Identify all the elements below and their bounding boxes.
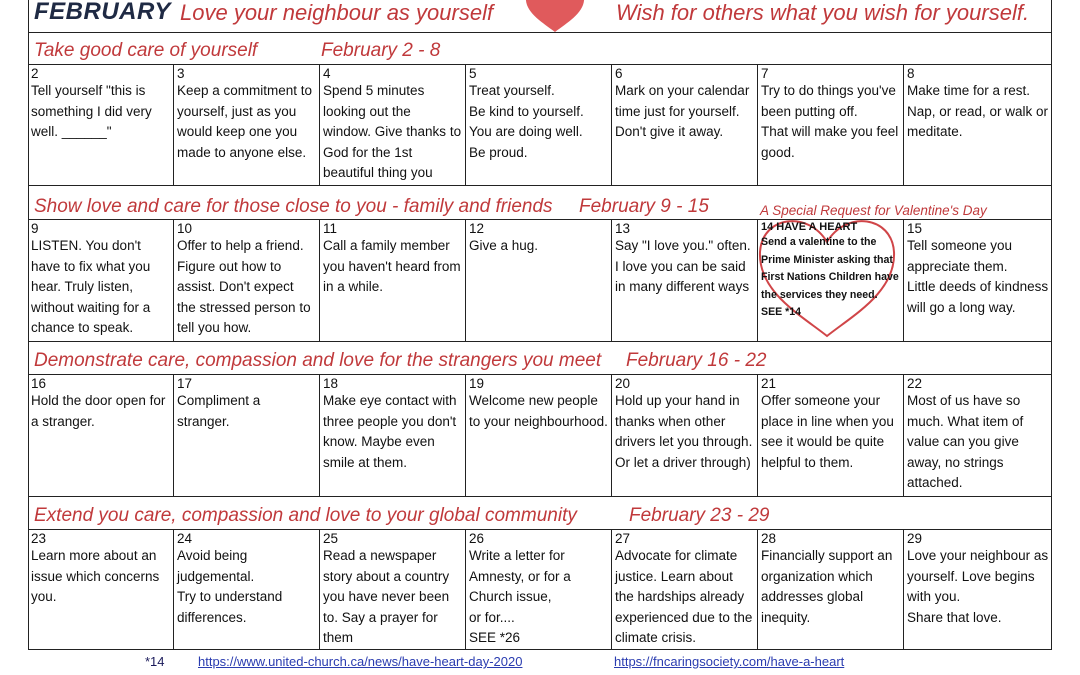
day-text: Spend 5 minutes looking out the window. Give thanks to God for the 1st beautiful thing you bbox=[323, 83, 462, 180]
day-cell-11 bbox=[320, 220, 466, 341]
week-4-title: Extend you care, compassion and love to your global community bbox=[34, 505, 577, 526]
day-number: 16 bbox=[31, 376, 47, 391]
day-number: 9 bbox=[31, 221, 39, 236]
day-text: Tell someone you appreciate them. Little deeds of kindness will go a long way. bbox=[907, 238, 1049, 315]
day-cell-7 bbox=[758, 65, 904, 185]
day-text: Love your neighbour as yourself. Love begins with you. Share that love. bbox=[907, 548, 1049, 625]
day-cell-27 bbox=[612, 530, 758, 649]
week-3-header bbox=[28, 342, 1052, 375]
day-number: 11 bbox=[323, 221, 338, 236]
week-2-row bbox=[28, 220, 1052, 342]
day-cell-20 bbox=[612, 375, 758, 496]
united-church-link[interactable]: https://www.united-church.ca/news/have-heart-day-2020 bbox=[198, 654, 523, 669]
week-3-row bbox=[28, 375, 1052, 497]
day-number: 3 bbox=[177, 66, 185, 81]
month-title: FEBRUARY bbox=[34, 0, 171, 25]
week-1-dates: February 2 - 8 bbox=[321, 40, 441, 61]
day-number: 27 bbox=[615, 531, 631, 546]
day-cell-10 bbox=[174, 220, 320, 341]
day-text: Tell yourself "this is something I did very well. ______" bbox=[31, 83, 152, 139]
day-text: Hold the door open for a stranger. bbox=[31, 393, 166, 429]
motto-right: Wish for others what you wish for yourself. bbox=[616, 0, 1030, 25]
day-cell-29 bbox=[904, 530, 1052, 649]
day-number: 25 bbox=[323, 531, 339, 546]
day-cell-25 bbox=[320, 530, 466, 649]
day-text: Give a hug. bbox=[469, 238, 539, 253]
day-cell-8 bbox=[904, 65, 1052, 185]
day-cell-19 bbox=[466, 375, 612, 496]
day-number: 13 bbox=[615, 221, 631, 236]
day-number: 18 bbox=[323, 376, 339, 391]
day-cell-16 bbox=[28, 375, 174, 496]
day-number: 14 HAVE A HEART bbox=[761, 221, 858, 233]
day-text: Avoid being judgemental. Try to understand differences. bbox=[177, 548, 283, 625]
day-text: Keep a commitment to yourself, just as you would keep one you made to anyone else. bbox=[177, 83, 313, 160]
week-1-row bbox=[28, 65, 1052, 186]
week-4-row bbox=[28, 530, 1052, 650]
footnote-marker: *14 bbox=[145, 654, 165, 669]
day-text: Make time for a rest. Nap, or read, or walk or meditate. bbox=[907, 83, 1049, 139]
day-text: Make eye contact with three people you don't know. Maybe even smile at them. bbox=[323, 393, 457, 470]
fncaringsociety-link[interactable]: https://fncaringsociety.com/have-a-heart bbox=[614, 654, 845, 669]
day-text: Try to do things you've been putting off. That will make you feel good. bbox=[761, 83, 899, 160]
calendar-header bbox=[28, 0, 1052, 33]
day-text: Treat yourself. Be kind to yourself. You are doing well. Be proud. bbox=[469, 83, 584, 160]
week-3-title: Demonstrate care, compassion and love for the strangers you meet bbox=[34, 350, 602, 371]
day-number: 26 bbox=[469, 531, 485, 546]
day-text: Offer to help a friend. Figure out how to assist. Don't expect the stressed person to tell you how. bbox=[177, 238, 311, 335]
week-1-title: Take good care of yourself bbox=[34, 40, 258, 61]
day-cell-13 bbox=[612, 220, 758, 341]
day-text: LISTEN. You don't have to fix what you hear. Truly listen, without waiting for a chance to speak. bbox=[31, 238, 151, 335]
week-1-header bbox=[28, 33, 1052, 65]
day-number: 8 bbox=[907, 66, 915, 81]
day-cell-12 bbox=[466, 220, 612, 341]
day-number: 10 bbox=[177, 221, 193, 236]
day-text: Most of us have so much. What item of value can you give away, no strings attached. bbox=[907, 393, 1024, 490]
day-number: 17 bbox=[177, 376, 193, 391]
day-cell-18 bbox=[320, 375, 466, 496]
day-text: Advocate for climate justice. Learn about the hardships already experienced due to the climate crisis. bbox=[615, 548, 753, 645]
day-text: Mark on your calendar time just for yourself. Don't give it away. bbox=[615, 83, 750, 139]
day-cell-17 bbox=[174, 375, 320, 496]
day-cell-5 bbox=[466, 65, 612, 185]
day-number: 15 bbox=[907, 221, 923, 236]
day-text: Offer someone your place in line when you see it would be quite helpful to them. bbox=[761, 393, 894, 470]
footer-references bbox=[0, 650, 1080, 675]
week-2-dates: February 9 - 15 bbox=[579, 196, 709, 217]
day-text: Say "I love you." often. I love you can be said in many different ways bbox=[615, 238, 751, 294]
day-cell-9 bbox=[28, 220, 174, 341]
day-text: Compliment a stranger. bbox=[177, 393, 261, 429]
day-text: Hold up your hand in thanks when other drivers let you through. Or let a driver through) bbox=[615, 393, 753, 470]
day-number: 2 bbox=[31, 66, 39, 81]
day-cell-3 bbox=[174, 65, 320, 185]
day-number: 19 bbox=[469, 376, 485, 391]
day-number: 12 bbox=[469, 221, 485, 236]
special-request-note: A Special Request for Valentine's Day bbox=[760, 203, 987, 218]
day-number: 6 bbox=[615, 66, 623, 81]
day-number: 21 bbox=[761, 376, 777, 391]
motto-left: Love your neighbour as yourself bbox=[180, 0, 494, 25]
day-text: Welcome new people to your neighbourhood. bbox=[469, 393, 608, 429]
day-number: 20 bbox=[615, 376, 631, 391]
day-cell-14-have-a-heart bbox=[758, 220, 904, 341]
day-text: Write a letter for Amnesty, or for a Church issue, or for.... SEE *26 bbox=[469, 548, 571, 645]
week-2-header bbox=[28, 186, 1052, 220]
day-number: 22 bbox=[907, 376, 923, 391]
day-cell-23 bbox=[28, 530, 174, 649]
day-text: Learn more about an issue which concerns you. bbox=[31, 548, 160, 604]
day-cell-4 bbox=[320, 65, 466, 185]
day-number: 5 bbox=[469, 66, 477, 81]
week-2-title: Show love and care for those close to you - family and friends bbox=[34, 196, 553, 217]
day-text: Read a newspaper story about a country you have never been to. Say a prayer for them bbox=[323, 548, 450, 645]
day-cell-22 bbox=[904, 375, 1052, 496]
day-number: 29 bbox=[907, 531, 923, 546]
day-cell-6 bbox=[612, 65, 758, 185]
heart-icon bbox=[522, 0, 588, 32]
day-number: 24 bbox=[177, 531, 193, 546]
day-text: Send a valentine to the Prime Minister asking that First Nations Children have the services they need. SEE *14 bbox=[761, 236, 899, 318]
day-number: 23 bbox=[31, 531, 47, 546]
day-number: 4 bbox=[323, 66, 331, 81]
day-cell-15 bbox=[904, 220, 1052, 341]
day-number: 7 bbox=[761, 66, 769, 81]
day-cell-21 bbox=[758, 375, 904, 496]
week-4-dates: February 23 - 29 bbox=[629, 505, 770, 526]
day-number: 28 bbox=[761, 531, 777, 546]
day-cell-26 bbox=[466, 530, 612, 649]
day-cell-2 bbox=[28, 65, 174, 185]
week-4-header bbox=[28, 497, 1052, 530]
day-text: Call a family member you haven't heard from in a while. bbox=[323, 238, 461, 294]
day-cell-28 bbox=[758, 530, 904, 649]
week-3-dates: February 16 - 22 bbox=[626, 350, 767, 371]
day-cell-24 bbox=[174, 530, 320, 649]
day-text: Financially support an organization which addresses global inequity. bbox=[761, 548, 893, 625]
